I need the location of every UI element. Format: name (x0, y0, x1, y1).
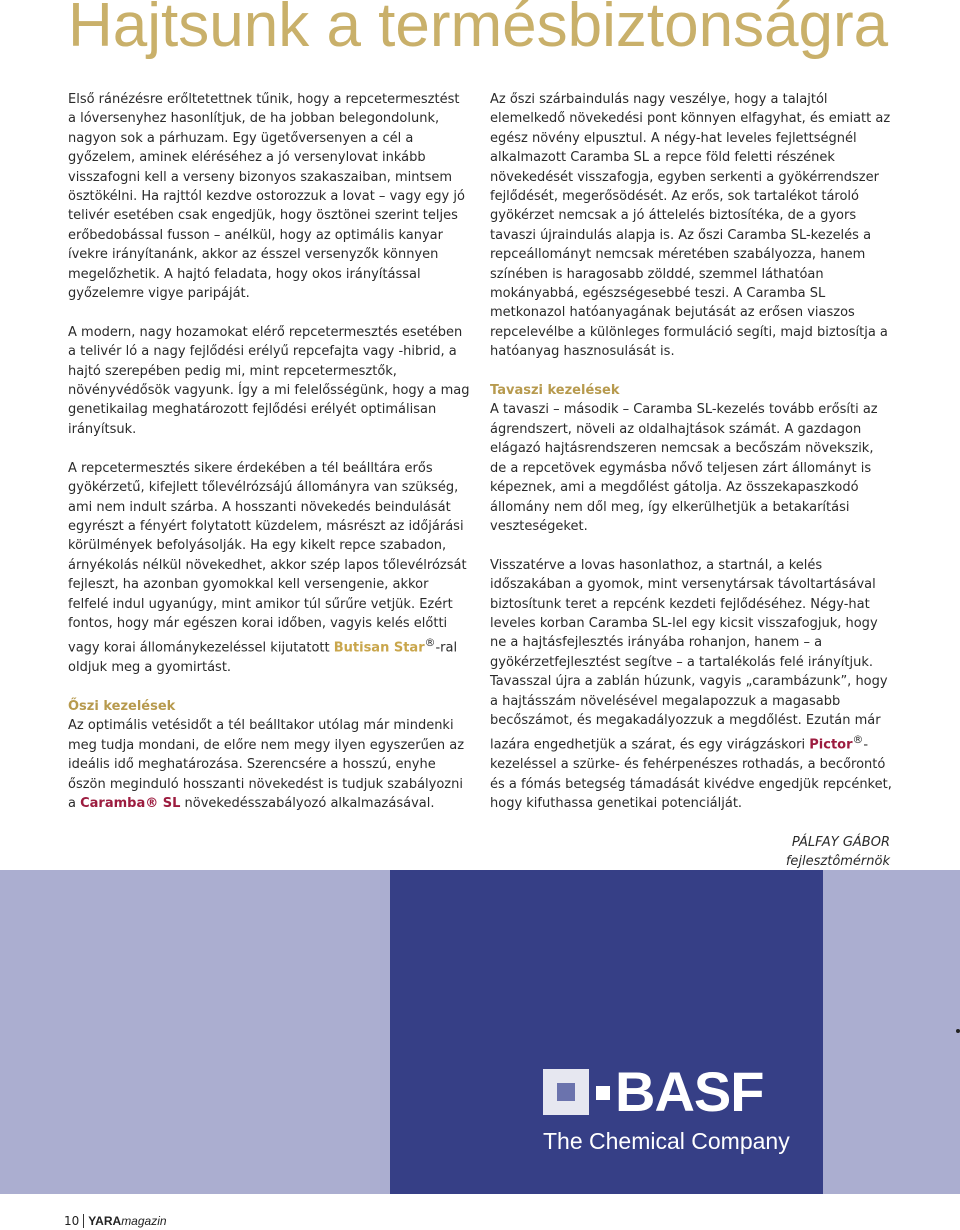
magazine-suffix: magazin (121, 1214, 167, 1228)
product-name-butisan-star: Butisan Star (333, 640, 425, 656)
paragraph-text: Visszatérve a lovas hasonlathoz, a startnál, a kelés időszakában a gyomok, mint versenytársak távoltartásával biztosítunk teret a repcénk kezdeti fejlődéséhez. Négy-hat leveles korban Caramba SL-lel egy kicsit visszafogjuk, hogy ne a hajtásfejlesztés irányába rohanjon, hanem – a gyökérzetfejlesztést segítve – a tartalékolás felé irányítjuk. Tavasszal újra a zablán húzunk, vagyis „carambázunk”, hogy a hajtásszám növelésével megalapozzuk a magasabb becőszámot, és megakadályozzuk a megdőlést. Ezután már lazára engedhetjük a szárat, és egy virágzáskori (490, 557, 888, 753)
edge-dot (956, 1029, 960, 1033)
paragraph: A tavaszi – második – Caramba SL-kezelés tovább erősíti az ágrendszert, növeli az oldalhajtások számát. A gazdagon elágazó hajtásrendszeren nemcsak a becőszám növekszik, de a repcetövek egymásba nővő teljesen zárt állományt is képeznek, ami a megdőlést gátolja. Az összekapaszkodó állomány nem dől meg, így elkerülhetjük a betakarítási veszteségeket. (490, 402, 878, 534)
basf-tagline: The Chemical Company (543, 1128, 790, 1154)
paragraph-text: növekedésszabályozó alkalmazásával. (180, 795, 435, 811)
basf-square-mark-icon (543, 1069, 589, 1115)
paragraph (68, 459, 470, 678)
basf-dot-icon (596, 1086, 610, 1100)
paragraph-text: A repcetermesztés sikere érdekében a tél beálltára erős gyökérzetű, kifejlett tőlevélrózsájú állományra van szükség, ami nem indult szárba. A hosszanti növekedés beindulását egyrészt a fényért folytatott küzdelem, másrészt az időjárási körülmények befolyásolják. Ha egy kikelt repce szabadon, árnyékolás nélkül növekedhet, akkor szép lapos tőlevélrózsát fejleszt, ha azonban gyomokkal kell versengenie, akkor felfelé indul ugyanúgy, mint amikor túl sűrűre vetjük. Ezért fontos, hogy már egészen korai időben, vagyis kelés előtti vagy korai állománykezeléssel kijutatott (68, 460, 467, 656)
registered-mark: ® (852, 733, 864, 747)
author-role: fejlesztômérnök (785, 854, 890, 870)
article-column-left (68, 90, 470, 813)
section-heading-spring: Tavaszi kezelések (490, 383, 620, 399)
paragraph-text: -kezeléssel a szürke- és fehérpenészes rothadás, a becőrontó és a fómás betegség támadását kivédve engedjük repcénket, hogy kifuthassa genetikai potenciálját. (490, 737, 892, 811)
article-title: Hajtsunk a termésbiztonságra (68, 0, 889, 60)
paragraph: A modern, nagy hozamokat elérő repcetermesztés esetében a telivér ló a nagy fejlődési erélyű repcefajta vagy -hibrid, a hajtó szerepében pedig mi, mint repcetermesztők, növényvédősök vagyunk. Így a mi felelősségünk, hogy a mag genetikailag meghatározott fejlődési erélyét optimálisan irányítsuk. (68, 324, 470, 437)
author-name: PÁLFAY GÁBOR (791, 834, 890, 850)
paragraph (68, 716, 470, 813)
paragraph-text: -ral oldjuk meg a gyomirtást. (68, 640, 458, 676)
section-heading-autumn: Őszi kezelések (68, 698, 176, 714)
paragraph: Első ránézésre erőltetettnek tűnik, hogy a repcetermesztést a lóversenyhez hasonlítjuk, de ha jobban belegondolunk, nagyon sok a párhuzam. Egy ügetőversenyen a cél a győzelem, aminek eléréséhez a jó versenylovat inkább visszafogni kell a verseny bizonyos szakaszaiban, mintsem ösztökélni. Ha rajttól kezdve ostorozzuk a lovat – vagy egy jó telivér esetében csak engedjük, hogy ösztönei szerint teljes erőbedobással fusson – anélkül, hogy az optimális kanyar ívekre irányítanánk, akkor az ésszel versenyzők könnyen megelőzhetik. A hajtó feladata, hogy okos irányítással győzelemre vigye paripáját. (68, 92, 465, 302)
magazine-name: YARA (88, 1214, 122, 1228)
page-footer (64, 1214, 167, 1228)
basf-logo (543, 1060, 793, 1133)
product-name-pictor: Pictor (809, 737, 853, 753)
paragraph: Az őszi szárbaindulás nagy veszélye, hogy a talajtól elemelkedő növekedési pont könnyen elfagyhat, és emiatt az egész növény elpusztul. A négy-hat leveles fejlettségnél alkalmazott Caramba SL a repce föld feletti részének növekedését visszafogja, egyben serkenti a gyökérrendszer fejlődését, megerősödését. Az erős, sok tartalékot tároló gyökérzet nemcsak a jó áttelelés biztosítéka, de a gyors tavaszi újraindulás alapja is. Az őszi Caramba SL-kezelés a repceállományt nemcsak méretében szabályozza, hanem színében is haragosabb zölddé, szemmel láthatóan mokányabbá, egészségesebbé teszi. A Caramba SL metkonazol hatóanyagának bejutását az erősen viaszos repcelevélbe a különleges formuláció segíti, majd biztosítja a hatóanyag hasznosulását is. (490, 92, 891, 360)
registered-mark: ® (424, 636, 436, 650)
article-column-right (490, 90, 892, 872)
basf-wordmark: BASF (615, 1060, 764, 1123)
paragraph (490, 556, 892, 814)
paragraph-text: Az optimális vetésidőt a tél beálltakor utólag már mindenki meg tudja mondani, de előre nem megy ilyen egyszerűen az ideális idő meghatározása. Szerencsére a hosszú, enyhe őszön meginduló hosszanti növekedést is tudjuk szabályozni a (68, 718, 465, 811)
product-name-caramba-sl: Caramba® SL (80, 795, 181, 811)
page-number: 10 (64, 1214, 84, 1228)
author-signature (490, 833, 892, 872)
